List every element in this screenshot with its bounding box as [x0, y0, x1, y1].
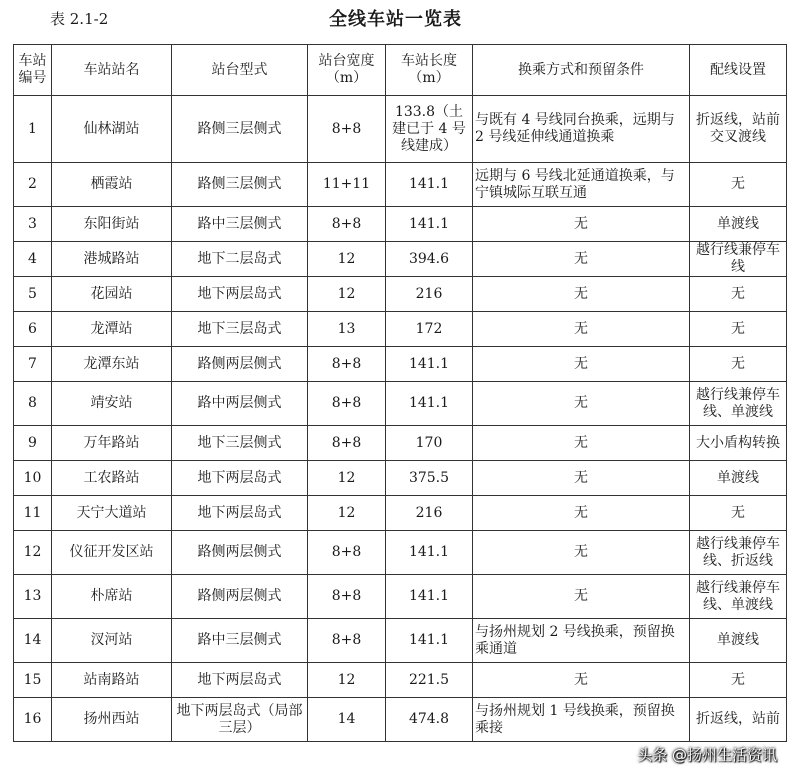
- table-row: [14, 347, 787, 382]
- cell-platform-width: 12: [308, 663, 386, 698]
- cell-track-layout: 无: [690, 496, 787, 531]
- cell-station-name: 仙林湖站: [52, 96, 172, 163]
- cell-station-number: 9: [14, 426, 52, 461]
- cell-station-length: 141.1: [386, 531, 473, 575]
- cell-platform-width: 8+8: [308, 207, 386, 242]
- cell-platform-width: 8+8: [308, 347, 386, 382]
- header-station-length: 车站长度（m）: [386, 45, 473, 96]
- page-title: 全线车站一览表: [329, 9, 462, 30]
- cell-platform-width: 12: [308, 496, 386, 531]
- cell-track-layout: 折返线，站前: [690, 698, 787, 742]
- cell-transfer-mode: 无: [473, 312, 690, 347]
- cell-track-layout: 越行线兼停车线、折返线: [690, 531, 787, 575]
- cell-platform-width: 8+8: [308, 575, 386, 619]
- cell-platform-width: 12: [308, 461, 386, 496]
- cell-platform-width: 8+8: [308, 382, 386, 426]
- cell-station-number: 7: [14, 347, 52, 382]
- cell-platform-type: 路中三层侧式: [172, 619, 308, 663]
- cell-transfer-mode: 无: [473, 496, 690, 531]
- cell-platform-width: 8+8: [308, 531, 386, 575]
- table-row: [14, 461, 787, 496]
- cell-track-layout: 无: [690, 312, 787, 347]
- table-row: [14, 531, 787, 575]
- cell-station-name: 汊河站: [52, 619, 172, 663]
- cell-transfer-mode: 无: [473, 426, 690, 461]
- cell-station-number: 1: [14, 96, 52, 163]
- cell-transfer-mode: 无: [473, 277, 690, 312]
- cell-station-number: 11: [14, 496, 52, 531]
- cell-platform-type: 地下两层岛式: [172, 461, 308, 496]
- table-row: [14, 698, 787, 742]
- header-platform-type: 站台型式: [172, 45, 308, 96]
- cell-station-length: 141.1: [386, 347, 473, 382]
- header-transfer-mode: 换乘方式和预留条件: [473, 45, 690, 96]
- cell-station-name: 花园站: [52, 277, 172, 312]
- cell-transfer-mode: 无: [473, 531, 690, 575]
- cell-track-layout: 单渡线: [690, 207, 787, 242]
- cell-platform-type: 路侧三层侧式: [172, 96, 308, 163]
- cell-track-layout: 折返线，站前交叉渡线: [690, 96, 787, 163]
- cell-station-number: 12: [14, 531, 52, 575]
- cell-transfer-mode: 无: [473, 461, 690, 496]
- cell-station-number: 8: [14, 382, 52, 426]
- table-row: [14, 163, 787, 207]
- cell-platform-type: 路侧两层侧式: [172, 575, 308, 619]
- cell-station-name: 朴席站: [52, 575, 172, 619]
- cell-track-layout: 大小盾构转换: [690, 426, 787, 461]
- cell-station-length: 141.1: [386, 382, 473, 426]
- cell-station-number: 13: [14, 575, 52, 619]
- cell-platform-width: 12: [308, 277, 386, 312]
- cell-platform-width: 8+8: [308, 619, 386, 663]
- header-station-name: 车站站名: [52, 45, 172, 96]
- cell-platform-type: 地下两层岛式: [172, 496, 308, 531]
- cell-transfer-mode: 无: [473, 207, 690, 242]
- cell-station-number: 10: [14, 461, 52, 496]
- table-row: [14, 277, 787, 312]
- cell-station-length: 375.5: [386, 461, 473, 496]
- cell-station-number: 14: [14, 619, 52, 663]
- cell-station-name: 港城路站: [52, 242, 172, 277]
- cell-transfer-mode: 与既有 4 号线同台换乘，远期与 2 号线延伸线通道换乘: [473, 96, 690, 163]
- cell-platform-type: 地下两层岛式（局部三层）: [172, 698, 308, 742]
- cell-station-number: 2: [14, 163, 52, 207]
- cell-platform-type: 路侧两层侧式: [172, 347, 308, 382]
- cell-station-name: 龙潭站: [52, 312, 172, 347]
- cell-station-length: 133.8（土建已于 4 号线建成）: [386, 96, 473, 163]
- cell-station-number: 5: [14, 277, 52, 312]
- cell-station-number: 6: [14, 312, 52, 347]
- table-row: [14, 312, 787, 347]
- cell-transfer-mode: 无: [473, 382, 690, 426]
- cell-platform-type: 路侧两层侧式: [172, 531, 308, 575]
- cell-track-layout: 单渡线: [690, 461, 787, 496]
- cell-track-layout: 无: [690, 347, 787, 382]
- cell-track-layout: 无: [690, 663, 787, 698]
- cell-platform-type: 路中三层侧式: [172, 207, 308, 242]
- table-row: [14, 96, 787, 163]
- cell-station-length: 141.1: [386, 575, 473, 619]
- table-row: [14, 663, 787, 698]
- table-row: [14, 242, 787, 277]
- table-row: [14, 382, 787, 426]
- cell-station-name: 东阳街站: [52, 207, 172, 242]
- cell-station-number: 16: [14, 698, 52, 742]
- station-table: [13, 44, 787, 742]
- cell-station-name: 栖霞站: [52, 163, 172, 207]
- table-row: [14, 575, 787, 619]
- table-header-row: [14, 45, 787, 96]
- cell-platform-width: 8+8: [308, 426, 386, 461]
- cell-station-name: 扬州西站: [52, 698, 172, 742]
- cell-station-number: 15: [14, 663, 52, 698]
- cell-platform-width: 11+11: [308, 163, 386, 207]
- cell-station-length: 141.1: [386, 619, 473, 663]
- cell-track-layout: 越行线兼停车线、单渡线: [690, 382, 787, 426]
- cell-station-length: 221.5: [386, 663, 473, 698]
- table-caption: 表 2.1-2: [50, 10, 109, 28]
- cell-station-length: 141.1: [386, 163, 473, 207]
- cell-transfer-mode: 无: [473, 242, 690, 277]
- cell-platform-type: 路侧三层侧式: [172, 163, 308, 207]
- cell-transfer-mode: 远期与 6 号线北延通道换乘，与宁镇城际互联互通: [473, 163, 690, 207]
- cell-platform-type: 地下两层岛式: [172, 277, 308, 312]
- cell-transfer-mode: 无: [473, 347, 690, 382]
- cell-station-number: 3: [14, 207, 52, 242]
- cell-platform-type: 路中两层侧式: [172, 382, 308, 426]
- cell-transfer-mode: 与扬州规划 2 号线换乘，预留换乘通道: [473, 619, 690, 663]
- cell-station-name: 万年路站: [52, 426, 172, 461]
- cell-track-layout: 越行线兼停车线、单渡线: [690, 575, 787, 619]
- cell-platform-type: 地下三层侧式: [172, 426, 308, 461]
- cell-station-name: 靖安站: [52, 382, 172, 426]
- table-row: [14, 207, 787, 242]
- cell-track-layout: 单渡线: [690, 619, 787, 663]
- table-row: [14, 496, 787, 531]
- cell-station-length: 216: [386, 496, 473, 531]
- cell-platform-width: 8+8: [308, 96, 386, 163]
- cell-station-length: 394.6: [386, 242, 473, 277]
- cell-station-name: 龙潭东站: [52, 347, 172, 382]
- cell-station-length: 172: [386, 312, 473, 347]
- cell-station-length: 170: [386, 426, 473, 461]
- cell-station-length: 141.1: [386, 207, 473, 242]
- cell-transfer-mode: 无: [473, 663, 690, 698]
- cell-platform-type: 地下三层岛式: [172, 312, 308, 347]
- cell-track-layout: 无: [690, 277, 787, 312]
- cell-platform-type: 地下二层岛式: [172, 242, 308, 277]
- watermark: 头条 @扬州生活资讯: [637, 746, 777, 764]
- cell-station-name: 仪征开发区站: [52, 531, 172, 575]
- cell-track-layout: 无: [690, 163, 787, 207]
- header-track-layout: 配线设置: [690, 45, 787, 96]
- cell-station-number: 4: [14, 242, 52, 277]
- cell-transfer-mode: 无: [473, 575, 690, 619]
- cell-station-name: 站南路站: [52, 663, 172, 698]
- cell-platform-width: 14: [308, 698, 386, 742]
- table-row: [14, 426, 787, 461]
- cell-station-length: 216: [386, 277, 473, 312]
- cell-station-name: 工农路站: [52, 461, 172, 496]
- cell-platform-width: 13: [308, 312, 386, 347]
- cell-track-layout: 越行线兼停车线: [690, 242, 787, 277]
- cell-platform-width: 12: [308, 242, 386, 277]
- header-station-number: 车站编号: [14, 45, 52, 96]
- cell-station-length: 474.8: [386, 698, 473, 742]
- cell-platform-type: 地下两层岛式: [172, 663, 308, 698]
- cell-station-name: 天宁大道站: [52, 496, 172, 531]
- cell-transfer-mode: 与扬州规划 1 号线换乘，预留换乘接: [473, 698, 690, 742]
- header-platform-width: 站台宽度（m）: [308, 45, 386, 96]
- table-row: [14, 619, 787, 663]
